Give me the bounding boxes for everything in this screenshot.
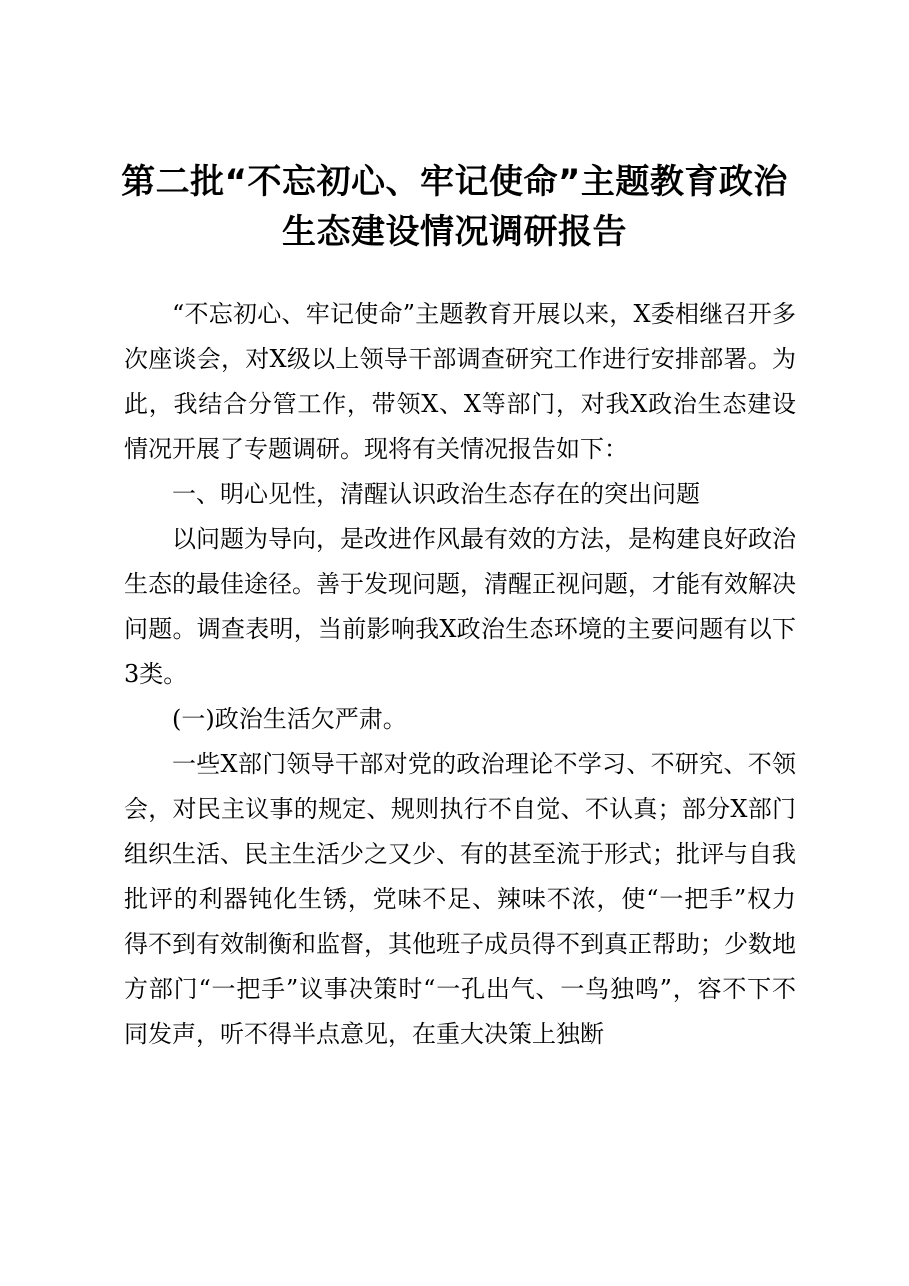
document-body [124,292,796,1057]
subsection-1-paragraph: 一些X部门领导干部对党的政治理论不学习、不研究、不领会，对民主议事的规定、规则执行不自觉、不认真；部分X部门组织生活、民主生活少之又少、有的甚至流于形式；批评与自我批评的利器钝化生锈，党味不足、辣味不浓，使“一把手”权力得不到有效制衡和监督，其他班子成员得不到真正帮助；少数地方部门“一把手”议事决策时“一孔出气、一鸟独鸣”，容不下不同发声，听不得半点意见，在重大决策上独断 [124,750,796,1048]
title-line-1: 第二批“不忘初心、牢记使命”主题教育政治 [121,162,788,202]
title-line-2: 生态建设情况调研报告 [282,212,627,252]
section-1-paragraph: 以问题为导向，是改进作风最有效的方法，是构建良好政治生态的最佳途径。善于发现问题，清醒正视问题，才能有效解决问题。调查表明，当前影响我X政治生态环境的主要问题有以下3类。 [124,525,796,688]
intro-paragraph: “不忘初心、牢记使命”主题教育开展以来，X委相继召开多次座谈会，对X级以上领导干部调查研究工作进行安排部署。为此，我结合分管工作，带领X、X等部门，对我X政治生态建设情况开展了专题调研。现将有关情况报告如下： [124,300,796,463]
document-title [100,157,809,257]
section-heading-1: 一、明心见性，清醒认识政治生态存在的突出问题 [172,480,700,508]
subsection-heading-1: (一)政治生活欠严肃。 [172,705,407,733]
